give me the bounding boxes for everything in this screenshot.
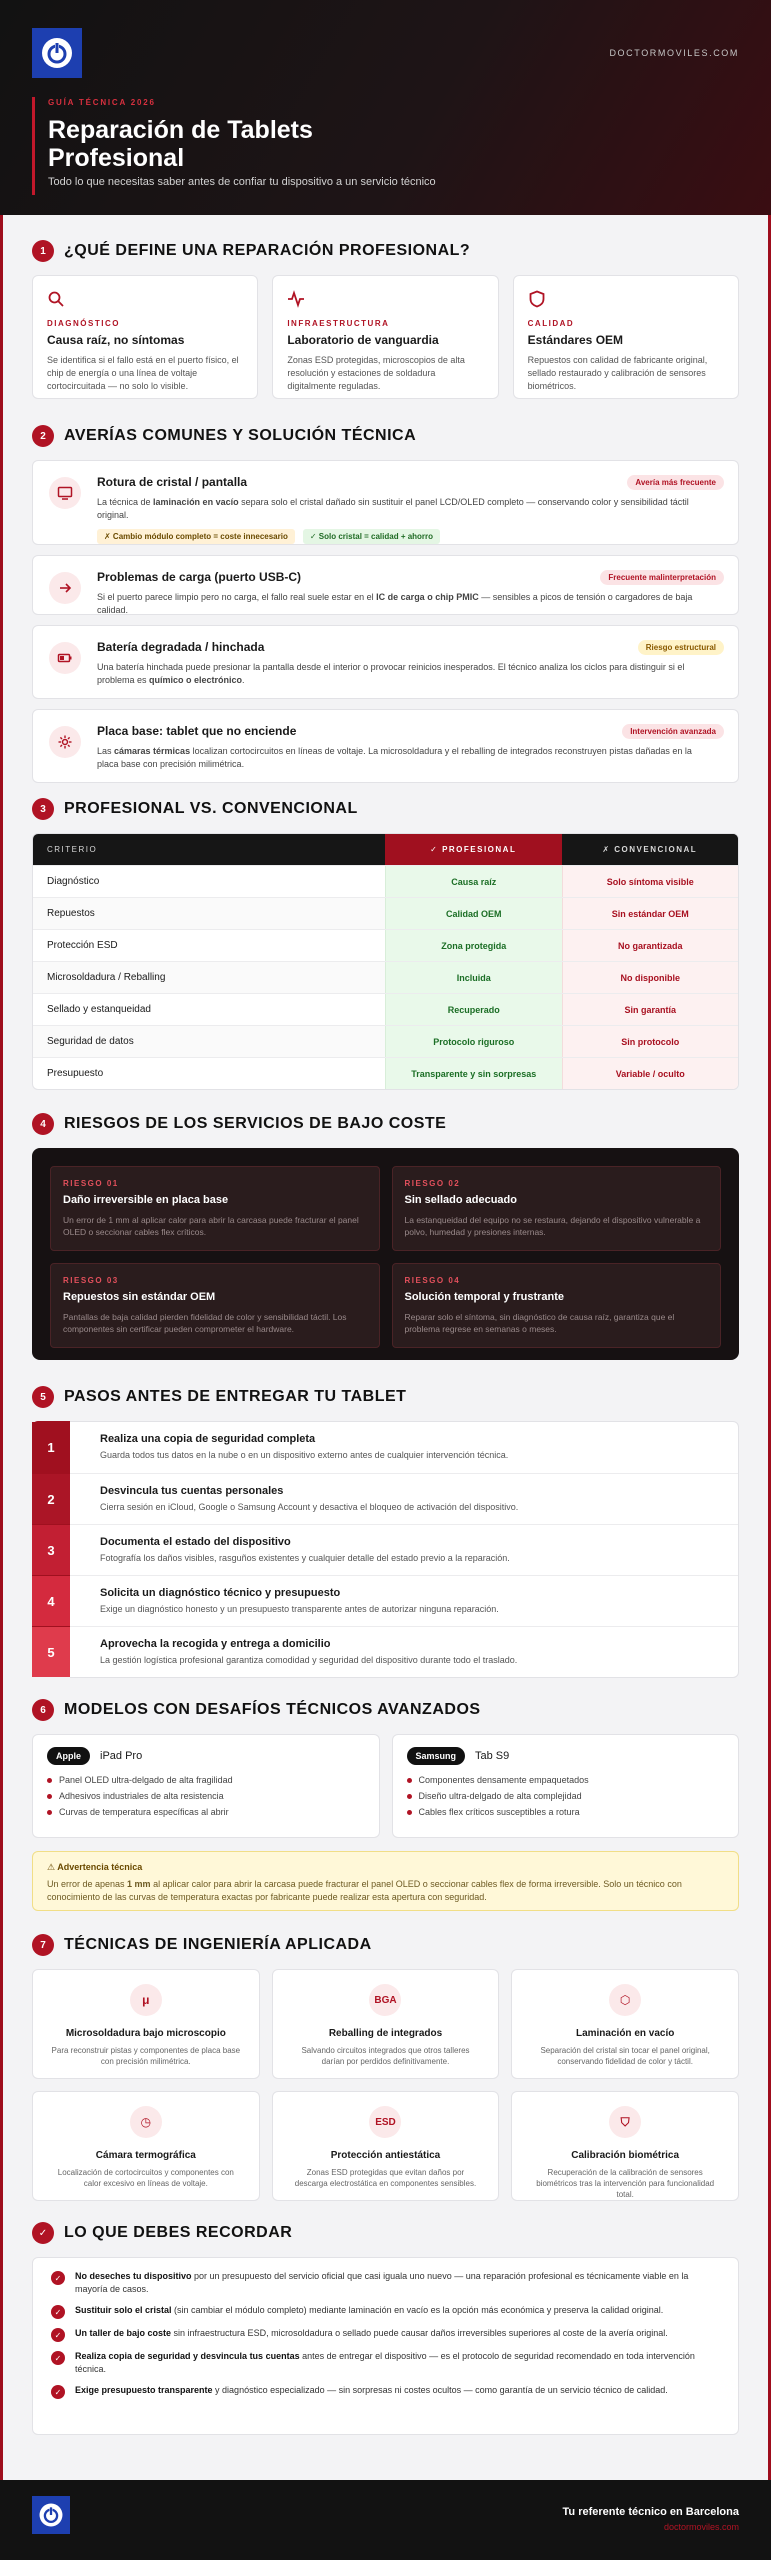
bullet-dot (407, 1810, 412, 1815)
risk-label: RIESGO 02 (404, 1179, 461, 1188)
step-title: Documenta el estado del dispositivo (100, 1536, 291, 1548)
section-number: 4 (32, 1113, 54, 1135)
section-models (32, 1699, 739, 1911)
section-number: 2 (32, 425, 54, 447)
tech-text: Salvando circuitos integrados que otros talleres darían por perdidos definitivamente. (301, 2046, 470, 2066)
table-row (33, 1057, 738, 1089)
list-item: ✓ Un taller de bajo coste sin infraestructura ESD, microsoldadura o sellado puede causar daños irreversibles superiores al coste de la avería original. (51, 2327, 720, 2342)
list-item: ✓ Exige presupuesto transparente y diagnóstico especializado — sin sorpresas ni costes ocultos — como garantía de un servicio técnico de calidad. (51, 2384, 720, 2399)
risk-label: RIESGO 03 (63, 1276, 119, 1285)
step-title: Aprovecha la recogida y entrega a domicilio (100, 1638, 331, 1650)
tech-text: Localización de cortocircuitos y componentes con calor excesivo en líneas de voltaje. (57, 2168, 234, 2188)
section-number: 5 (32, 1386, 54, 1408)
step-title: Desvincula tus cuentas personales (100, 1485, 284, 1497)
step-number: 2 (32, 1474, 70, 1524)
card-label: INFRAESTRUCTURA (287, 319, 390, 328)
table-cell: Incluida (385, 962, 561, 993)
card-infraestructura (272, 275, 498, 399)
chip-good: ✓ Solo cristal = calidad + ahorro (303, 529, 440, 544)
brand-url[interactable]: DOCTORMOVILES.COM (609, 48, 739, 58)
card-label: DIAGNÓSTICO (47, 319, 120, 328)
search-icon (47, 290, 65, 308)
table-row (33, 1025, 738, 1057)
step-number: 1 (32, 1422, 70, 1473)
section-title: MODELOS CON DESAFÍOS TÉCNICOS AVANZADOS (64, 1701, 481, 1718)
footer-link[interactable]: doctormoviles.com (663, 2522, 739, 2532)
tech-text: Para reconstruir pistas y componentes de placa base con precisión milimétrica. (51, 2046, 241, 2066)
tech-card (272, 2091, 500, 2201)
micro-icon: μ (130, 1984, 162, 2016)
table-cell: Variable / oculto (562, 1058, 738, 1089)
footer-logo[interactable] (32, 2496, 70, 2534)
shield-icon: ⛉ (609, 2106, 641, 2138)
status-badge: Frecuente malinterpretación (600, 570, 724, 585)
list-item: ✓ Sustituir solo el cristal (sin cambiar el módulo completo) mediante laminación en vacío es la opción más económica y preserva la calidad original. (51, 2304, 720, 2319)
section-title: TÉCNICAS DE INGENIERÍA APLICADA (64, 1936, 372, 1953)
fault-title: Problemas de carga (puerto USB-C) (97, 570, 302, 584)
section-number: 3 (32, 798, 54, 820)
step-text: Exige un diagnóstico honesto y un presupuesto transparente antes de autorizar ninguna reparación. (100, 1604, 499, 1614)
fault-text: Las cámaras térmicas localizan cortocircuitos en líneas de voltaje. La microsoldadura y el reballing de integrados reconstruyen pistas dañadas en la placa base con precisión milimétrica. (97, 746, 692, 769)
check-icon: ✓ (51, 2271, 65, 2285)
risk-label: RIESGO 01 (63, 1179, 119, 1188)
risk-title: Solución temporal y frustrante (404, 1291, 565, 1303)
risk-card (50, 1263, 380, 1348)
footer-tagline: Tu referente técnico en Barcelona (562, 2506, 739, 2518)
table-cell: Recuperado (385, 994, 561, 1025)
section-title: AVERÍAS COMUNES Y SOLUCIÓN TÉCNICA (64, 427, 417, 444)
card-text: Se identifica si el fallo está en el puerto físico, el chip de energía o una línea de voltaje cortocircuitada — no solo lo visible. (47, 355, 239, 391)
fault-icon-wrap (49, 642, 81, 674)
status-badge: Avería más frecuente (627, 475, 724, 490)
risk-title: Sin sellado adecuado (404, 1194, 517, 1206)
fault-title: Batería degradada / hinchada (97, 640, 265, 654)
table-cell: Microsoldadura / Reballing (33, 962, 385, 993)
brand-logo[interactable] (32, 28, 82, 78)
hero-header (0, 0, 771, 215)
table-header-cell: ✗ CONVENCIONAL (562, 834, 738, 865)
risk-label: RIESGO 04 (404, 1276, 461, 1285)
section-title: PASOS ANTES DE ENTREGAR TU TABLET (64, 1388, 407, 1405)
fault-title: Rotura de cristal / pantalla (97, 475, 248, 489)
section-number: 1 (32, 240, 54, 262)
check-icon: ✓ (51, 2351, 65, 2365)
table-cell: Protección ESD (47, 940, 118, 951)
risk-title: Daño irreversible en placa base (63, 1194, 229, 1206)
table-row (33, 961, 738, 993)
clock-icon: ◷ (130, 2106, 162, 2138)
list-item (47, 1575, 738, 1626)
fault-motherboard (32, 709, 739, 783)
chip-icon (57, 734, 73, 750)
tech-text: Separación del cristal sin tocar el panel original, conservando fidelidad de color y táctil. (540, 2046, 710, 2066)
screen-icon (57, 485, 73, 501)
list-item (47, 1524, 738, 1575)
card-title: Causa raíz, no síntomas (47, 333, 185, 347)
fault-text: Si el puerto parece limpio pero no carga, el fallo real suele estar en el IC de carga o chip PMIC — sensibles a picos de tensión o cargadores de baja calidad. (97, 592, 693, 615)
step-title: Realiza una copia de seguridad completa (100, 1433, 316, 1445)
table-cell: Calidad OEM (385, 898, 561, 929)
risk-card (392, 1166, 722, 1251)
bullet-dot (407, 1778, 412, 1783)
table-cell: Repuestos (33, 898, 385, 929)
check-icon: ✓ (51, 2385, 65, 2399)
hero-subtitle: Todo lo que necesitas saber antes de confiar tu dispositivo a un servicio técnico (48, 176, 436, 188)
check-icon: ✓ (51, 2328, 65, 2342)
card-calidad (513, 275, 739, 399)
warning-box (32, 1851, 739, 1911)
card-diagnostico (32, 275, 258, 399)
table-cell: Zona protegida (385, 930, 561, 961)
table-cell: Protocolo riguroso (385, 1026, 561, 1057)
table-cell: No disponible (562, 962, 738, 993)
table-row (33, 993, 738, 1025)
table-cell: Sellado y estanqueidad (47, 1004, 151, 1015)
tech-title: Reballing de integrados (328, 2028, 443, 2039)
risk-text: Reparar solo el síntoma, sin diagnóstico de causa raíz, garantiza que el problema regrese en semanas o meses. (404, 1312, 675, 1334)
tech-text: Zonas ESD protegidas que evitan daños por descarga electrostática en componentes sensibles. (294, 2168, 477, 2188)
tech-title: Microsoldadura bajo microscopio (65, 2028, 226, 2039)
chip-bad: ✗ Cambio módulo completo = coste innecesario (97, 529, 295, 544)
risk-text: Pantallas de baja calidad pierden fidelidad de color y sensibilidad táctil. Los componentes sin certificar pueden comprometer el hardware. (63, 1312, 347, 1334)
risks-panel (32, 1148, 739, 1360)
card-label: CALIDAD (527, 319, 575, 328)
table-header-row (33, 834, 738, 865)
brand-tag: Apple (47, 1747, 90, 1765)
list-item: Curvas de temperatura específicas al abrir (47, 1807, 365, 1817)
section-title: ¿QUÉ DEFINE UNA REPARACIÓN PROFESIONAL? (64, 242, 471, 259)
list-item: Adhesivos industriales de alta resistencia (47, 1791, 365, 1801)
risk-title: Repuestos sin estándar OEM (63, 1291, 216, 1303)
risk-text: La estanqueidad del equipo no se restaura, dejando el dispositivo vulnerable a polvo, humedad y presiones internas. (404, 1215, 701, 1237)
step-number: 3 (32, 1525, 70, 1575)
page-title (48, 116, 468, 172)
card-title: Estándares OEM (527, 333, 624, 347)
fault-text: La técnica de laminación en vacío separa solo el cristal dañado sin sustituir el panel LCD/OLED completo — conservando color y sensibilidad táctil original. (97, 497, 689, 520)
fault-icon-wrap (49, 477, 81, 509)
table-cell: No garantizada (562, 930, 738, 961)
table-cell: Presupuesto (47, 1068, 104, 1079)
steps-list (32, 1421, 739, 1677)
list-item: ✓ No deseches tu dispositivo por un presupuesto del servicio oficial que casi iguala uno nuevo — una reparación profesional es técnicamente viable en la mayoría de casos. (51, 2270, 720, 2296)
status-badge: Intervención avanzada (622, 724, 724, 739)
page-footer (0, 2480, 771, 2560)
brand-tag: Samsung (407, 1747, 466, 1765)
esd-icon: ESD (369, 2106, 401, 2138)
warning-title: ⚠ Advertencia técnica (47, 1862, 143, 1872)
section-low-cost-risks (32, 1113, 739, 1360)
list-item (47, 1626, 738, 1677)
section-title: RIESGOS DE LOS SERVICIOS DE BAJO COSTE (64, 1115, 447, 1132)
warning-text: Un error de apenas 1 mm al aplicar calor para abrir la carcasa puede fracturar el panel OLED o seccionar cables flex de forma irreversible. Solo un técnico con conocimiento de las curvas de temperatura exactas por fabricante puede realizar esta apertura con seguridad. (47, 1879, 682, 1902)
bullet-dot (47, 1778, 52, 1783)
fault-battery (32, 625, 739, 699)
list-item: Cables flex críticos susceptibles a rotura (407, 1807, 725, 1817)
tech-title: Laminación en vacío (575, 2028, 675, 2039)
tech-card (272, 1969, 500, 2079)
fault-icon-wrap (49, 726, 81, 758)
card-text: Repuestos con calidad de fabricante original, sellado restaurado y calibración de sensores biométricos. (527, 355, 708, 391)
hero-kicker: GUÍA TÉCNICA 2026 (48, 98, 156, 107)
tech-card (511, 1969, 739, 2079)
section-professional-repair (32, 240, 739, 399)
bullet-dot (47, 1810, 52, 1815)
table-cell: Diagnóstico (47, 876, 100, 887)
section-number: 6 (32, 1699, 54, 1721)
step-text: Fotografía los daños visibles, rasguños existentes y cualquier detalle del estado previo a la reparación. (100, 1553, 510, 1563)
table-cell: Causa raíz (385, 866, 561, 897)
bullet-dot (47, 1794, 52, 1799)
fault-charging (32, 555, 739, 615)
bga-icon: BGA (369, 1984, 401, 2016)
step-title: Solicita un diagnóstico técnico y presupuesto (100, 1587, 341, 1599)
tech-text: Recuperación de la calibración de sensores biométricos tras la intervención para funcionalidad total. (536, 2168, 715, 2199)
table-row (33, 929, 738, 961)
tech-card (32, 1969, 260, 2079)
comparison-table (32, 833, 739, 1090)
card-text: Zonas ESD protegidas, microscopios de alta resolución y estaciones de soldadura digitalmente reguladas. (287, 355, 465, 391)
power-icon (40, 36, 74, 70)
step-number: 4 (32, 1576, 70, 1626)
activity-icon (287, 290, 305, 308)
table-cell: Sin protocolo (562, 1026, 738, 1057)
tech-title: Cámara termográfica (95, 2150, 196, 2161)
table-cell: Seguridad de datos (33, 1026, 385, 1057)
tech-card (32, 2091, 260, 2201)
power-icon (38, 2502, 64, 2528)
battery-icon (57, 650, 73, 666)
table-row (33, 865, 738, 897)
tech-title: Protección antiestática (330, 2150, 441, 2161)
list-item (47, 1422, 738, 1473)
card-title: Laboratorio de vanguardia (287, 333, 439, 347)
fault-icon-wrap (49, 572, 81, 604)
title-line-2: Profesional (48, 144, 185, 172)
risk-text: Un error de 1 mm al aplicar calor para abrir la carcasa puede fracturar el panel OLED o seccionar cables flex críticos. (63, 1215, 359, 1237)
shield-icon (528, 290, 546, 308)
table-row (33, 897, 738, 929)
table-header-cell: CRITERIO (47, 845, 98, 854)
risk-card (392, 1263, 722, 1348)
bullet-dot (407, 1794, 412, 1799)
hero-accent-bar (32, 97, 35, 195)
step-text: La gestión logística profesional garantiza comodidad y seguridad del dispositivo durante todo el traslado. (100, 1655, 518, 1665)
step-number: 5 (32, 1627, 70, 1677)
section-number: 7 (32, 1934, 54, 1956)
fault-title: Placa base: tablet que no enciende (97, 724, 297, 738)
table-cell: Solo síntoma visible (562, 866, 738, 897)
risk-card (50, 1166, 380, 1251)
model-name: Tab S9 (475, 1750, 510, 1762)
fault-text: Una batería hinchada puede presionar la pantalla desde el interior o provocar reinicios inesperados. El técnico analiza los ciclos para distinguir si el problema es químico o electrónico. (97, 662, 685, 685)
fault-screen (32, 460, 739, 545)
list-item: Componentes densamente empaquetados (407, 1775, 725, 1785)
section-comparison (32, 798, 739, 1090)
status-badge: Riesgo estructural (638, 640, 724, 655)
section-title: PROFESIONAL VS. CONVENCIONAL (64, 800, 358, 817)
tech-card (511, 2091, 739, 2201)
table-cell: Sin estándar OEM (562, 898, 738, 929)
section-steps (32, 1386, 739, 1677)
table-cell: Sin garantía (562, 994, 738, 1025)
table-header-cell: ✓ PROFESIONAL (385, 834, 561, 865)
list-item: ✓ Realiza copia de seguridad y desvincula tus cuentas antes de entregar el dispositivo — es el protocolo de seguridad recomendado en toda intervención técnica. (51, 2350, 720, 2376)
model-card-ipad (32, 1734, 380, 1838)
check-icon: ✓ (51, 2305, 65, 2319)
section-techniques (32, 1934, 739, 2201)
section-recap (32, 2222, 739, 2435)
section-common-faults (32, 425, 739, 783)
hexagon-icon: ⬡ (609, 1984, 641, 2016)
step-text: Guarda todos tus datos en la nube o en un dispositivo externo antes de cualquier intervención técnica. (100, 1450, 509, 1460)
check-icon: ✓ (32, 2222, 54, 2244)
section-title: LO QUE DEBES RECORDAR (64, 2224, 293, 2241)
recap-list (32, 2257, 739, 2435)
title-line-1: Reparación de Tablets (48, 116, 313, 144)
list-item: Panel OLED ultra-delgado de alta fragilidad (47, 1775, 365, 1785)
tech-title: Calibración biométrica (571, 2150, 680, 2161)
model-card-tab (392, 1734, 740, 1838)
model-name: iPad Pro (100, 1750, 143, 1762)
step-text: Cierra sesión en iCloud, Google o Samsung Account y desactiva el bloqueo de activación del dispositivo. (100, 1502, 519, 1512)
arrow-right-icon (57, 580, 73, 596)
list-item: Diseño ultra-delgado de alta complejidad (407, 1791, 725, 1801)
list-item (47, 1473, 738, 1524)
table-cell: Transparente y sin sorpresas (385, 1058, 561, 1089)
